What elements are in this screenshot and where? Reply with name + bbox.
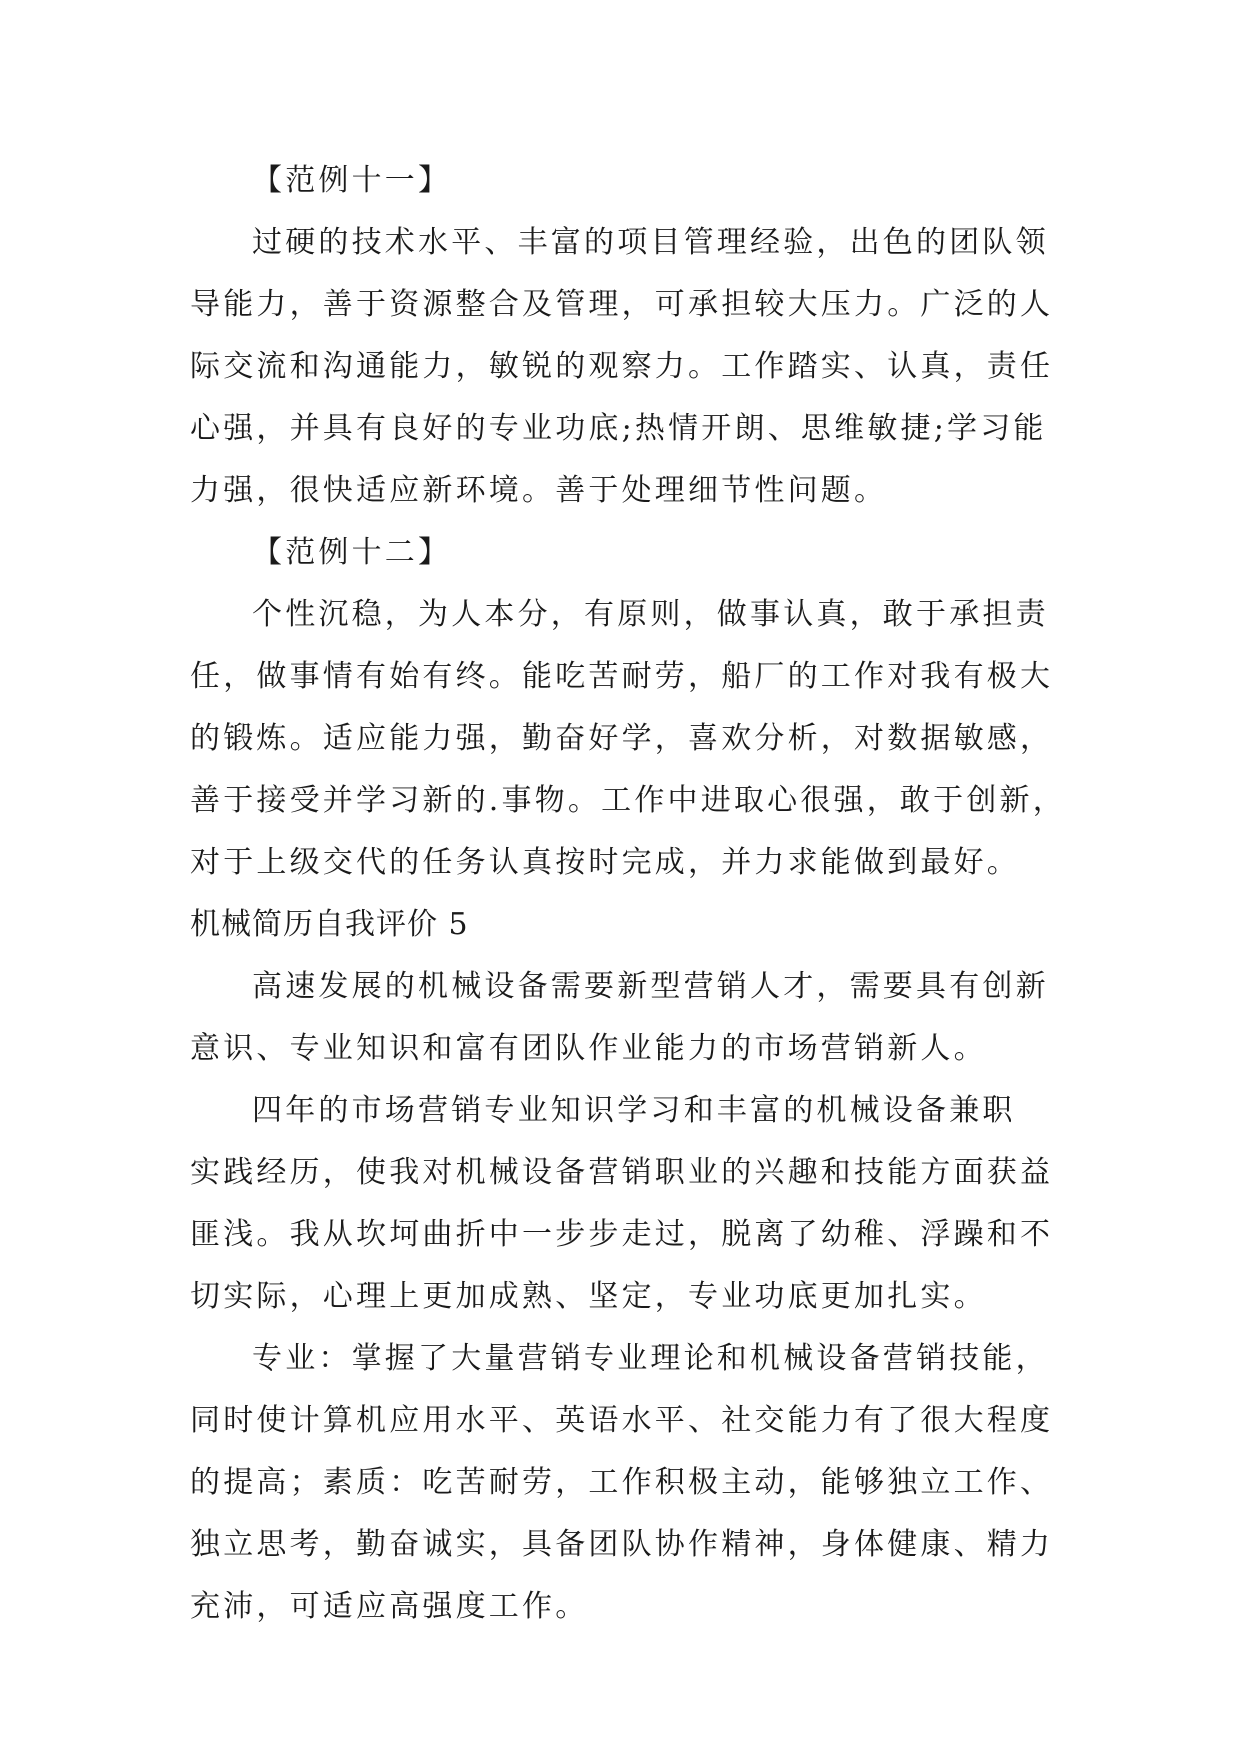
example-12-line: 对于上级交代的任务认真按时完成，并力求能做到最好。	[190, 845, 1020, 880]
section-5-paragraph-2-line: 匪浅。我从坎坷曲折中一步步走过，脱离了幼稚、浮躁和不	[190, 1217, 1054, 1252]
section-5-paragraph-3-line: 独立思考，勤奋诚实，具备团队协作精神，身体健康、精力	[190, 1527, 1054, 1562]
example-11-heading: 【范例十一】	[252, 163, 452, 198]
section-5-paragraph-1-line: 意识、专业知识和富有团队作业能力的市场营销新人。	[190, 1031, 987, 1066]
example-12-line: 任，做事情有始有终。能吃苦耐劳，船厂的工作对我有极大	[190, 659, 1054, 694]
example-11-line: 过硬的技术水平、丰富的项目管理经验，出色的团队领	[252, 225, 1049, 260]
section-5-paragraph-2-line: 四年的市场营销专业知识学习和丰富的机械设备兼职	[252, 1093, 1016, 1128]
section-5-paragraph-3-line: 的提高；素质：吃苦耐劳，工作积极主动，能够独立工作、	[190, 1465, 1054, 1500]
example-12-heading: 【范例十二】	[252, 535, 452, 570]
section-5-paragraph-3-line: 充沛，可适应高强度工作。	[190, 1589, 589, 1624]
section-5-paragraph-3-line: 专业：掌握了大量营销专业理论和机械设备营销技能，	[252, 1341, 1049, 1376]
example-12-line: 善于接受并学习新的.事物。工作中进取心很强，敢于创新，	[190, 783, 1066, 818]
section-5-paragraph-3-line: 同时使计算机应用水平、英语水平、社交能力有了很大程度	[190, 1403, 1054, 1438]
example-11-line: 心强，并具有良好的专业功底;热情开朗、思维敏捷;学习能	[190, 411, 1047, 446]
example-11-line: 导能力，善于资源整合及管理，可承担较大压力。广泛的人	[190, 287, 1054, 322]
section-5-title: 机械简历自我评价 5	[190, 907, 469, 942]
section-5-paragraph-2-line: 切实际，心理上更加成熟、坚定，专业功底更加扎实。	[190, 1279, 987, 1314]
example-12-line: 个性沉稳，为人本分，有原则，做事认真，敢于承担责	[252, 597, 1049, 632]
section-5-paragraph-1-line: 高速发展的机械设备需要新型营销人才，需要具有创新	[252, 969, 1049, 1004]
section-5-paragraph-2-line: 实践经历，使我对机械设备营销职业的兴趣和技能方面获益	[190, 1155, 1054, 1190]
example-11-line: 际交流和沟通能力，敏锐的观察力。工作踏实、认真，责任	[190, 349, 1054, 384]
example-12-line: 的锻炼。适应能力强，勤奋好学，喜欢分析，对数据敏感，	[190, 721, 1054, 756]
example-11-line: 力强，很快适应新环境。善于处理细节性问题。	[190, 473, 888, 508]
document-body	[190, 150, 1070, 1638]
